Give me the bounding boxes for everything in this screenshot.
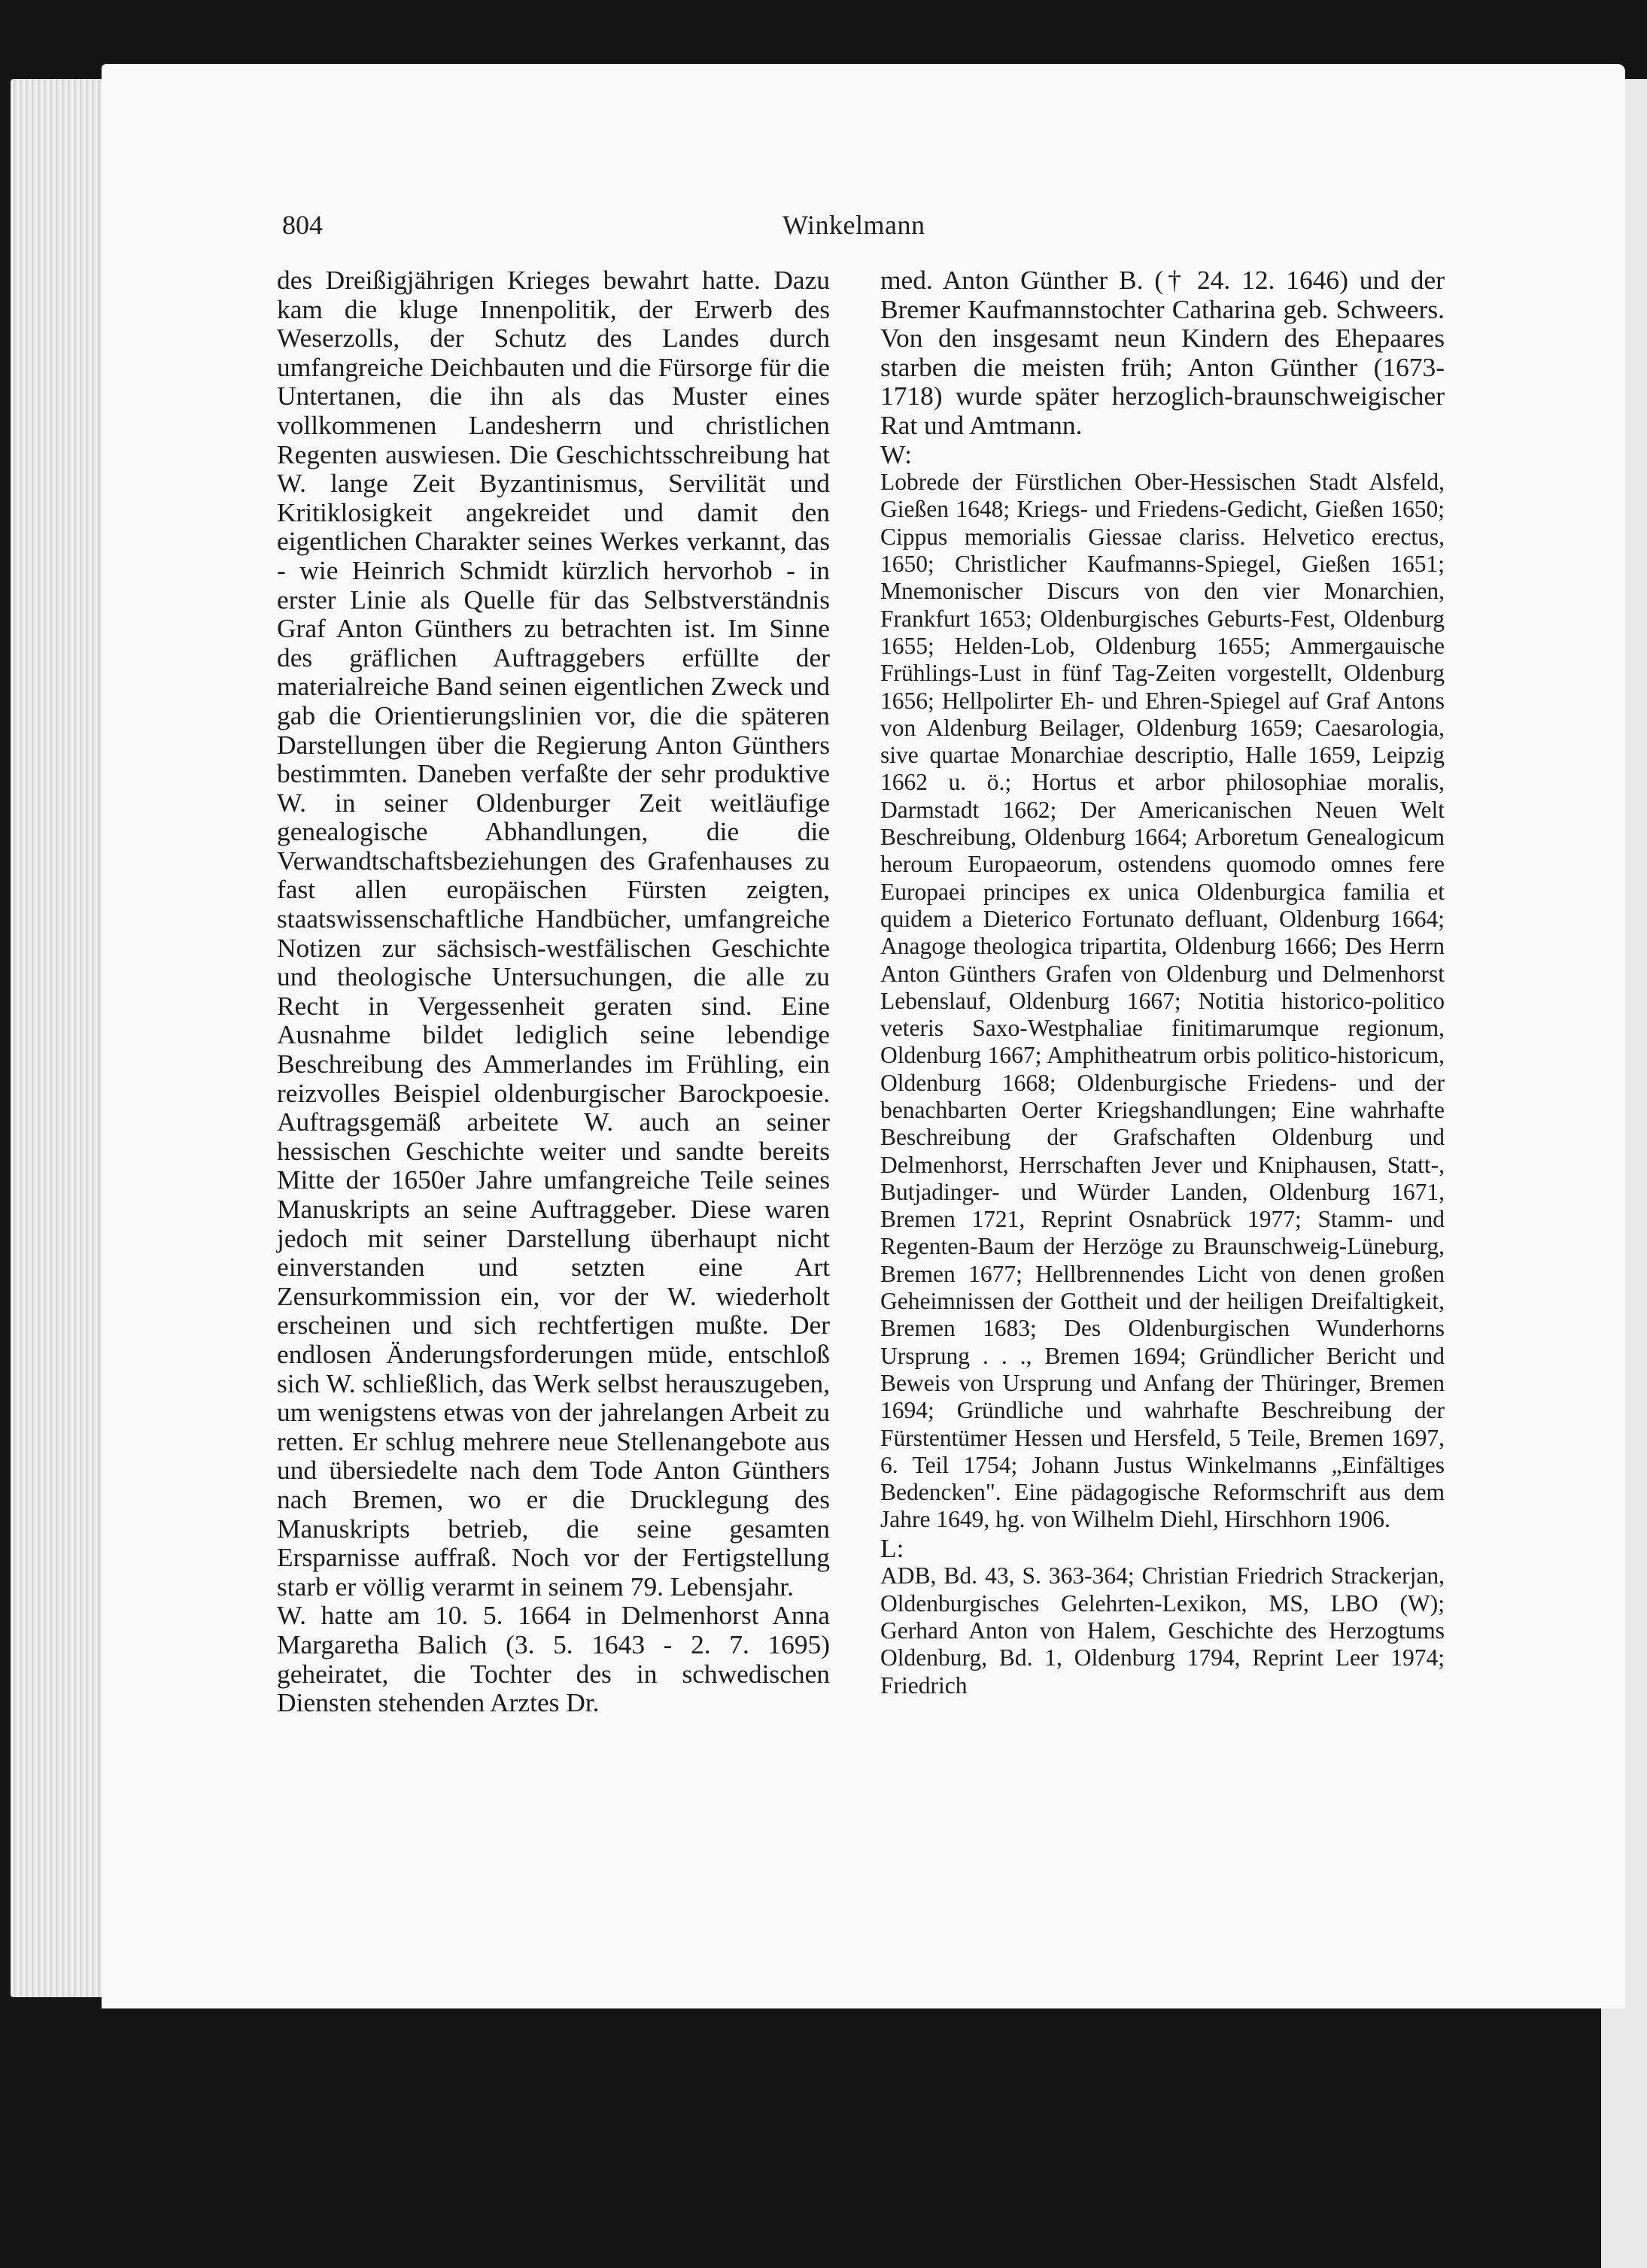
works-list: Lobrede der Fürstlichen Ober-Hessischen Stadt Alsfeld, Gießen 1648; Kriegs- und Friedens-Gedicht, Gießen 1650; Cippus memorialis Giessae clariss. Helvetico erectus, 1650; Christlicher Kaufmanns-Spiegel, Gießen 1651; Mnemonischer Discurs von den vier Monarchien, Frankfurt 1653; Oldenburgisches Geburts-Fest, Oldenburg 1655; Helden-Lob, Oldenburg 1655; Ammergauische Frühlings-Lust in fünf Tag-Zeiten vorgestellt, Oldenburg 1656; Hellpolirter Eh- und Ehren-Spiegel auf Graf Antons von Aldenburg Beilager, Oldenburg 1659; Caesarologia, sive quartae Monarchiae descriptio, Halle 1659, Leipzig 1662 u. ö.; Hortus et arbor philosophiae moralis, Darmstadt 1662; Der Americanischen Neuen Welt Beschreibung, Oldenburg 1664; Arboretum Genealogicum heroum Europaeorum, ostendens quomodo omnes fere Europaei principes ex unica Oldenburgica familia et quidem a Dieterico Fortunato defluant, Oldenburg 1664; Anagoge theologica tripartita, Oldenburg 1666; Des Herrn Anton Günthers Grafen von Oldenburg und Delmenhorst Lebenslauf, Oldenburg 1667; Notitia historico-politico veteris Saxo-Westphaliae finitimarumque regionum, Oldenburg 1667; Amphitheatrum orbis politico-historicum, Oldenburg 1668; Oldenburgische Friedens- und der benachbarten Oerter Kriegshandlungen; Eine wahrhafte Beschreibung der Grafschaften Oldenburg und Delmenhorst, Herrschaften Jever und Kniphausen, Statt-, Butjadinger- und Würder Landen, Oldenburg 1671, Bremen 1721, Reprint Osnabrück 1977; Stamm- und Regenten-Baum der Herzöge zu Braunschweig-Lüneburg, Bremen 1677; Hellbrennendes Licht von denen großen Geheimnissen der Gottheit und der heiligen Dreifaltigkeit, Bremen 1683; Des Oldenburgischen Wunderhorns Ursprung . . ., Bremen 1694; Gründlicher Bericht und Beweis von Ursprung und Anfang der Thüringer, Bremen 1694; Gründliche und wahrhafte Beschreibung der Fürstentümer Hessen und Hersfeld, 5 Teile, Bremen 1697, 6. Teil 1754; Johann Justus Winkelmanns „Einfältiges Bedencken". Eine pädagogische Reformschrift aus dem Jahre 1649, hg. von Wilhelm Diehl, Hirschhorn 1906. <box>880 469 1445 1533</box>
running-head: Winkelmann <box>782 210 925 240</box>
literature-list: ADB, Bd. 43, S. 363-364; Christian Friedrich Strackerjan, Oldenburgisches Gelehrten-Lexikon, MS, LBO (W); Gerhard Anton von Halem, Geschichte des Herzogtums Oldenburg, Bd. 1, Oldenburg 1794, Reprint Leer 1974; Friedrich <box>880 1562 1445 1699</box>
body-paragraph: med. Anton Günther B. († 24. 12. 1646) und der Bremer Kaufmannstochter Catharina geb. Schweers. Von den insgesamt neun Kindern des Ehepaares starben die meisten früh; Anton Günther (1673-1718) wurde später herzoglich-braunschweigischer Rat und Amtmann. <box>880 265 1445 440</box>
page-number: 804 <box>282 210 323 240</box>
body-paragraph: W. hatte am 10. 5. 1664 in Delmenhorst Anna Margaretha Balich (3. 5. 1643 - 2. 7. 1695) geheiratet, die Tochter des in schwedischen Diensten stehenden Arztes Dr. <box>277 1600 830 1718</box>
works-label: W: <box>880 439 912 469</box>
right-column <box>880 266 1445 1699</box>
literature-label: L: <box>880 1532 904 1563</box>
left-column <box>277 266 830 1717</box>
body-paragraph: des Dreißigjährigen Krieges bewahrt hatte. Dazu kam die kluge Innenpolitik, der Erwerb des Weserzolls, der Schutz des Landes durch umfangreiche Deichbauten und die Fürsorge für die Untertanen, die ihn als das Muster eines vollkommenen Landesherrn und christlichen Regenten auswiesen. Die Geschichtsschreibung hat W. lange Zeit Byzantinismus, Servilität und Kritiklosigkeit angekreidet und damit den eigentlichen Charakter seines Werkes verkannt, das - wie Heinrich Schmidt kürzlich hervorhob - in erster Linie als Quelle für das Selbstverständnis Graf Anton Günthers zu betrachten ist. Im Sinne des gräflichen Auftraggebers erfüllte der materialreiche Band seinen eigentlichen Zweck und gab die Orientierungslinien vor, die die späteren Darstellungen über die Regierung Anton Günthers bestimmten. Daneben verfaßte der sehr produktive W. in seiner Oldenburger Zeit weitläufige genealogische Abhandlungen, die die Verwandtschaftsbeziehungen des Grafenhauses zu fast allen europäischen Fürsten zeigten, staatswissenschaftliche Handbücher, umfangreiche Notizen zur sächsisch-westfälischen Geschichte und theologische Untersuchungen, die alle zu Recht in Vergessenheit geraten sind. Eine Ausnahme bildet lediglich seine lebendige Beschreibung des Ammerlandes im Frühling, ein reizvolles Beispiel oldenburgischer Barockpoesie. Auftragsgemäß arbeitete W. auch an seiner hessischen Geschichte weiter und sandte bereits Mitte der 1650er Jahre umfangreiche Teile seines Manuskripts an seine Auftraggeber. Diese waren jedoch mit seiner Darstellung überhaupt nicht einverstanden und setzten eine Art Zensurkommission ein, vor der W. wiederholt erscheinen und sich rechtfertigen mußte. Der endlosen Änderungsforderungen müde, entschloß sich W. schließlich, das Werk selbst herauszugeben, um wenigstens etwas von der jahrelangen Arbeit zu retten. Er schlug mehrere neue Stellenangebote aus und übersiedelte nach dem Tode Anton Günthers nach Bremen, wo er die Drucklegung des Manuskripts betrieb, die seine gesamten Ersparnisse auffraß. Noch vor der Fertigstellung starb er völlig verarmt in seinem 79. Lebensjahr. <box>277 265 830 1602</box>
